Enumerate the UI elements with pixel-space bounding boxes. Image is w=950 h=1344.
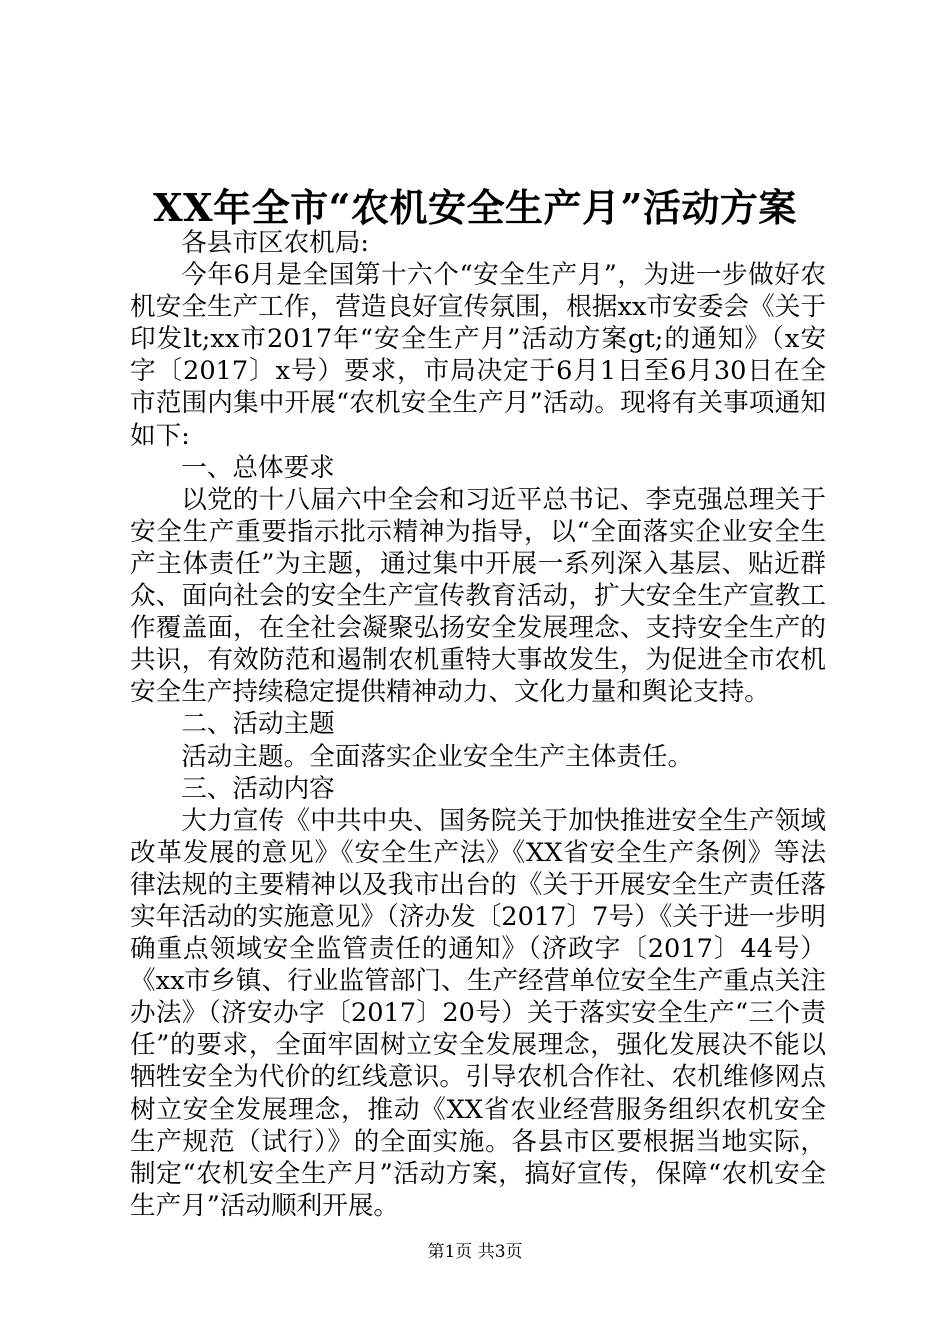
activity-theme-paragraph: 活动主题。全面落实企业安全生产主体责任。 (181, 741, 694, 772)
general-requirements-paragraph: 以党的十八届六中全会和习近平总书记、李克强总理关于安全生产重要指示批示精神为指导，以“全面落实企业安全生产主体责任”为主题，通过集中开展一系列深入基层、贴近群众、面向社会的安全生产宣传教育活动，扩大安全生产宣教工作覆盖面，在全社会凝聚弘扬安全发展理念、支持安全生产的共识，有效防范和遏制农机重特大事故发生，为促进全市农机安全生产持续稳定提供精神动力、文化力量和舆论支持。 (130, 484, 826, 708)
activity-content-paragraph: 大力宣传《中共中央、国务院关于加快推进安全生产领域改革发展的意见》《安全生产法》《XX省安全生产条例》等法律法规的主要精神以及我市出台的《关于开展安全生产责任落实年活动的实施意见》（济办发〔2017〕7号）《关于进一步明确重点领域安全监管责任的通知》（济政字〔2017〕44号）《xx市乡镇、行业监管部门、生产经营单位安全生产重点关注办法》（济安办字〔2017〕20号）关于落实安全生产“三个责任”的要求，全面牢固树立安全发展理念，强化发展决不能以牺牲安全为代价的红线意识。引导农机合作社、农机维修网点树立安全发展理念，推动《XX省农业经营服务组织农机安全生产规范（试行）》的全面实施。各县市区要根据当地实际，制定“农机安全生产月”活动方案，搞好宣传，保障“农机安全生产月”活动顺利开展。 (130, 805, 826, 1221)
salutation-paragraph: 各县市区农机局: (181, 228, 369, 258)
section-heading-activity-theme: 二、活动主题 (181, 709, 335, 740)
section-heading-activity-content: 三、活动内容 (181, 773, 335, 804)
page-number-footer: 第1页 共3页 (427, 1242, 523, 1262)
section-heading-general-requirements: 一、总体要求 (181, 452, 335, 483)
intro-paragraph: 今年6月是全国第十六个“安全生产月”，为进一步做好农机安全生产工作，营造良好宣传氛围，根据xx市安委会《关于印发lt;xx市2017年“安全生产月”活动方案gt;的通知》（x安字〔2017〕x号）要求，市局决定于6月1日至6月30日在全市范围内集中开展“农机安全生产月”活动。现将有关事项通知如下: (130, 260, 826, 451)
document-body (130, 227, 826, 1222)
document-title: XX年全市“农机安全生产月”活动方案 (153, 185, 797, 230)
